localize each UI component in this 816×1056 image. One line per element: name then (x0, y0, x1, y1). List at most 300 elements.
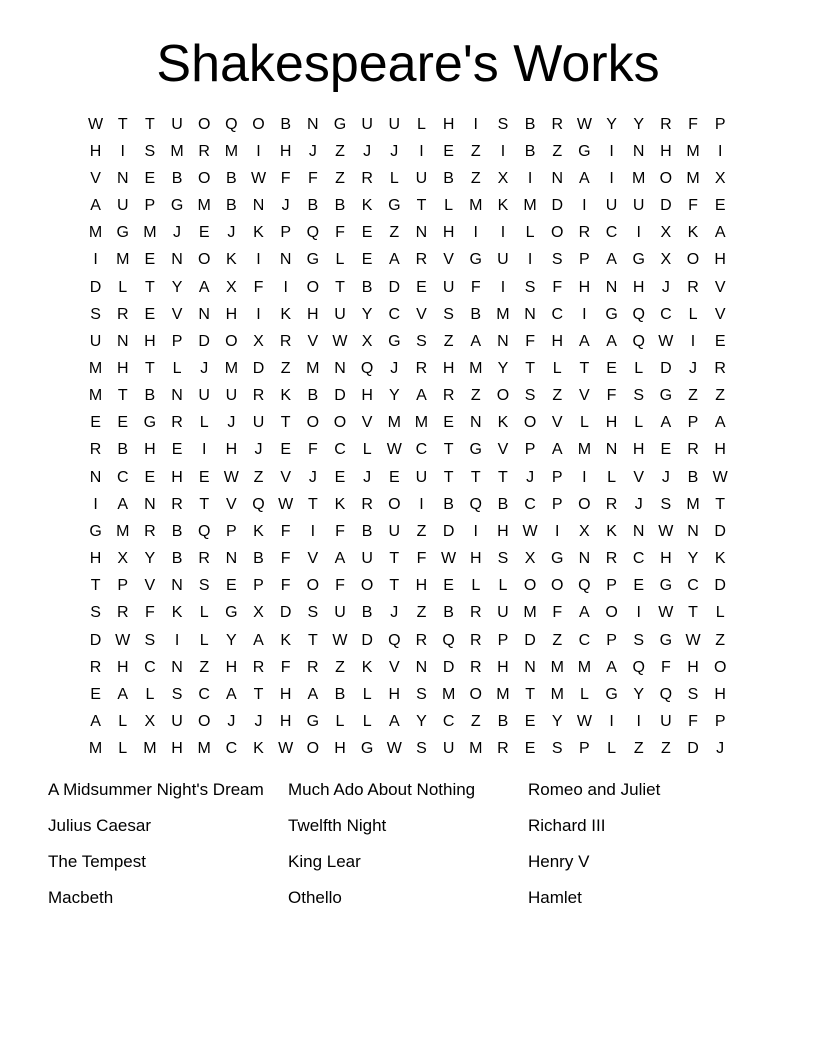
grid-letter: Z (715, 387, 726, 405)
grid-letter: R (252, 658, 265, 676)
grid-letter: U (442, 740, 455, 758)
grid-letter: U (388, 522, 401, 540)
grid-letter: U (361, 550, 373, 568)
grid-letter: G (89, 522, 102, 540)
grid-letter: C (144, 658, 156, 676)
grid-row (82, 600, 734, 627)
grid-letter: R (497, 740, 509, 758)
grid-letter: A (714, 414, 726, 432)
grid-letter: Z (633, 740, 644, 758)
grid-letter: F (470, 278, 481, 296)
grid-letter: W (712, 468, 728, 486)
grid-letter: V (388, 658, 400, 676)
grid-letter: W (278, 740, 294, 758)
grid-letter: I (419, 495, 424, 513)
grid-letter: G (143, 414, 157, 432)
grid-letter: E (144, 251, 156, 269)
grid-row (82, 573, 734, 600)
grid-letter: I (609, 142, 614, 160)
grid-letter: R (89, 441, 102, 459)
grid-letter: T (443, 468, 454, 486)
grid-letter: O (333, 414, 347, 432)
grid-letter: J (526, 468, 535, 486)
grid-row (82, 355, 734, 382)
grid-letter: K (334, 495, 346, 513)
grid-letter: U (171, 115, 183, 133)
grid-letter: N (551, 169, 564, 187)
grid-letter: D (524, 631, 536, 649)
grid-letter: N (89, 468, 102, 486)
grid-letter: R (660, 115, 672, 133)
grid-row (82, 546, 734, 573)
grid-letter: R (469, 658, 482, 676)
grid-letter: I (93, 495, 98, 513)
grid-letter: N (415, 658, 428, 676)
grid-letter: U (632, 197, 645, 215)
grid-letter: N (632, 522, 645, 540)
grid-row (82, 708, 734, 735)
grid-letter: P (687, 414, 699, 432)
grid-letter: J (390, 604, 399, 622)
grid-letter: H (714, 251, 726, 269)
grid-letter: M (523, 197, 537, 215)
grid-letter: X (579, 522, 590, 540)
grid-letter: G (170, 197, 184, 215)
grid-letter: M (143, 224, 157, 242)
grid-letter: B (117, 441, 129, 459)
grid-letter: B (361, 604, 373, 622)
word-list-item: King Lear (288, 852, 361, 871)
grid-letter: K (606, 522, 617, 540)
grid-letter: L (362, 441, 372, 459)
grid-letter: Z (470, 713, 481, 731)
grid-letter: U (334, 305, 346, 323)
grid-letter: I (256, 142, 261, 160)
grid-letter: P (280, 224, 291, 242)
grid-letter: Y (388, 387, 400, 405)
grid-letter: G (605, 685, 618, 703)
grid-letter: L (579, 414, 589, 432)
word-list-item: Romeo and Juliet (528, 780, 661, 799)
grid-letter: L (688, 305, 698, 323)
grid-letter: L (118, 713, 128, 731)
grid-letter: F (552, 278, 563, 296)
grid-letter: U (497, 251, 509, 269)
grid-letter: H (605, 414, 618, 432)
grid-letter: C (198, 685, 210, 703)
grid-letter: A (579, 604, 590, 622)
grid-letter: G (306, 713, 320, 731)
grid-letter: B (307, 387, 319, 405)
grid-letter: B (280, 115, 291, 133)
grid-letter: H (714, 441, 726, 459)
grid-letter: B (334, 685, 346, 703)
grid-letter: P (606, 631, 617, 649)
grid-letter: L (172, 359, 182, 377)
grid-letter: O (388, 495, 401, 513)
grid-letter: L (145, 685, 155, 703)
grid-letter: Y (633, 685, 645, 703)
grid-letter: S (144, 631, 156, 649)
grid-letter: M (550, 685, 564, 703)
grid-letter: H (578, 278, 591, 296)
grid-letter: F (606, 387, 617, 405)
grid-letter: H (225, 658, 238, 676)
grid-letter: M (116, 251, 130, 269)
grid-letter: J (363, 142, 372, 160)
grid-letter: E (361, 224, 373, 242)
grid-letter: G (469, 251, 482, 269)
grid-letter: S (90, 305, 101, 323)
grid-letter: U (334, 604, 346, 622)
grid-letter: M (387, 414, 401, 432)
grid-letter: L (579, 685, 589, 703)
grid-letter: C (442, 713, 455, 731)
grid-letter: A (388, 251, 400, 269)
grid-letter: Q (306, 224, 320, 242)
grid-letter: E (633, 577, 645, 595)
grid-letter: R (198, 142, 210, 160)
grid-letter: L (607, 468, 616, 486)
grid-letter: Z (470, 169, 481, 187)
grid-letter: L (362, 685, 372, 703)
grid-letter: W (441, 550, 457, 568)
grid-letter: O (551, 224, 564, 242)
grid-letter: F (307, 441, 318, 459)
grid-letter: R (116, 604, 129, 622)
grid-letter: I (473, 224, 478, 242)
grid-letter: H (171, 740, 183, 758)
grid-letter: Z (335, 169, 345, 187)
grid-letter: M (88, 359, 103, 377)
grid-letter: Z (715, 631, 726, 649)
grid-letter: T (389, 577, 400, 595)
grid-row (82, 220, 734, 247)
grid-letter: T (715, 495, 726, 513)
grid-letter: A (714, 224, 726, 242)
grid-letter: C (225, 740, 238, 758)
grid-letter: R (578, 224, 591, 242)
grid-letter: J (689, 359, 698, 377)
grid-letter: E (660, 441, 672, 459)
grid-letter: P (551, 468, 563, 486)
grid-letter: L (199, 414, 209, 432)
grid-letter: I (582, 197, 587, 215)
grid-letter: S (416, 685, 427, 703)
grid-row (82, 328, 734, 355)
grid-letter: I (690, 332, 696, 350)
grid-row (82, 111, 734, 138)
grid-letter: E (443, 577, 454, 595)
grid-letter: H (497, 522, 509, 540)
grid-letter: V (307, 550, 319, 568)
grid-letter: H (144, 332, 156, 350)
word-list-item: Much Ado About Nothing (288, 780, 476, 799)
grid-letter: G (388, 332, 401, 350)
grid-letter: B (226, 197, 237, 215)
grid-letter: F (525, 332, 535, 350)
grid-letter: N (225, 550, 238, 568)
grid-letter: W (522, 522, 538, 540)
grid-letter: Z (416, 604, 427, 622)
grid-letter: F (416, 550, 427, 568)
grid-letter: M (469, 359, 483, 377)
grid-letter: Y (606, 115, 617, 133)
grid-letter: S (660, 495, 672, 513)
grid-letter: O (306, 577, 320, 595)
grid-letter: B (171, 169, 183, 187)
grid-letter: X (226, 278, 237, 296)
grid-letter: D (198, 332, 210, 350)
grid-letter: Q (632, 332, 645, 350)
grid-letter: N (171, 387, 183, 405)
grid-letter: U (225, 387, 238, 405)
grid-letter: P (551, 495, 563, 513)
grid-letter: J (173, 224, 182, 242)
grid-letter: B (524, 115, 536, 133)
grid-letter: B (497, 495, 509, 513)
grid-letter: N (116, 169, 129, 187)
grid-row (82, 518, 734, 545)
grid-letter: W (576, 713, 592, 731)
grid-letter: K (280, 387, 291, 405)
grid-letter: R (198, 550, 210, 568)
grid-letter: M (577, 658, 592, 676)
grid-letter: B (226, 169, 237, 187)
grid-letter: L (634, 359, 644, 377)
grid-letter: Q (632, 305, 645, 323)
grid-letter: Z (443, 332, 454, 350)
grid-letter: V (307, 332, 319, 350)
grid-letter: O (605, 604, 618, 622)
grid-letter: A (606, 658, 617, 676)
grid-letter: P (497, 631, 509, 649)
grid-letter: T (579, 359, 590, 377)
grid-row (82, 627, 734, 654)
grid-letter: K (361, 197, 373, 215)
grid-letter: Z (253, 468, 264, 486)
grid-letter: K (226, 251, 237, 269)
grid-letter: P (144, 197, 156, 215)
grid-letter: G (225, 604, 238, 622)
grid-letter: M (469, 197, 483, 215)
grid-row (82, 165, 734, 192)
grid-letter: B (443, 604, 454, 622)
grid-letter: U (116, 197, 129, 215)
grid-letter: Z (335, 658, 345, 676)
grid-letter: A (307, 685, 319, 703)
grid-letter: I (500, 278, 506, 296)
grid-letter: V (714, 305, 726, 323)
grid-letter: F (280, 169, 291, 187)
grid-letter: A (90, 197, 101, 215)
grid-letter: W (658, 332, 674, 350)
grid-letter: H (279, 142, 292, 160)
grid-letter: K (253, 224, 264, 242)
grid-letter: N (171, 577, 183, 595)
grid-letter: O (523, 577, 537, 595)
grid-letter: R (171, 495, 183, 513)
grid-letter: M (116, 522, 130, 540)
grid-letter: O (469, 685, 482, 703)
word-list-item: Macbeth (48, 888, 114, 907)
grid-letter: G (360, 740, 374, 758)
grid-letter: I (582, 305, 587, 323)
grid-letter: M (88, 224, 103, 242)
grid-letter: G (551, 550, 564, 568)
grid-letter: R (605, 550, 618, 568)
grid-letter: P (714, 115, 726, 133)
grid-letter: A (579, 169, 590, 187)
grid-row (82, 736, 734, 763)
grid-letter: W (278, 495, 294, 513)
grid-letter: T (117, 115, 128, 133)
grid-letter: J (308, 468, 317, 486)
grid-letter: Z (199, 658, 210, 676)
grid-row (82, 464, 734, 491)
grid-row (82, 274, 734, 301)
grid-letter: P (226, 522, 237, 540)
grid-letter: F (552, 604, 563, 622)
grid-letter: F (335, 577, 345, 595)
grid-letter: T (498, 468, 508, 486)
grid-letter: D (279, 604, 292, 622)
grid-letter: A (606, 251, 617, 269)
grid-letter: R (469, 631, 482, 649)
grid-letter: N (578, 550, 591, 568)
grid-letter: A (253, 631, 264, 649)
grid-letter: Z (470, 387, 481, 405)
grid-letter: O (686, 251, 700, 269)
grid-letter: E (416, 278, 427, 296)
grid-letter: T (280, 414, 291, 432)
grid-letter: S (416, 740, 427, 758)
grid-letter: V (226, 495, 237, 513)
grid-letter: Q (197, 522, 211, 540)
grid-letter: Q (659, 685, 673, 703)
grid-letter: L (389, 169, 399, 187)
grid-letter: R (252, 387, 265, 405)
grid-letter: W (223, 468, 239, 486)
grid-letter: H (334, 740, 346, 758)
grid-letter: O (659, 169, 673, 187)
grid-letter: A (416, 387, 427, 405)
grid-letter: T (416, 197, 427, 215)
grid-letter: H (714, 685, 726, 703)
grid-letter: J (200, 359, 209, 377)
grid-letter: D (334, 387, 346, 405)
grid-letter: M (550, 658, 564, 676)
grid-letter: S (416, 332, 427, 350)
grid-letter: S (633, 387, 645, 405)
grid-letter: X (524, 550, 536, 568)
grid-letter: M (523, 604, 537, 622)
grid-letter: R (361, 495, 373, 513)
grid-letter: T (335, 278, 345, 296)
grid-letter: M (414, 414, 429, 432)
grid-letter: I (473, 522, 478, 540)
grid-letter: R (687, 441, 699, 459)
grid-letter: T (307, 495, 318, 513)
grid-letter: U (605, 197, 618, 215)
grid-letter: H (660, 550, 672, 568)
grid-letter: H (551, 332, 564, 350)
grid-letter: L (199, 631, 209, 649)
grid-letter: A (117, 495, 129, 513)
grid-letter: D (714, 577, 726, 595)
grid-letter: K (497, 197, 509, 215)
grid-letter: I (636, 224, 641, 242)
grid-letter: I (636, 604, 641, 622)
grid-letter: O (523, 414, 537, 432)
grid-letter: C (388, 305, 401, 323)
grid-letter: H (442, 224, 455, 242)
grid-letter: H (687, 658, 699, 676)
grid-letter: I (473, 115, 478, 133)
grid-letter: H (225, 305, 238, 323)
grid-letter: F (280, 577, 291, 595)
grid-letter: L (118, 278, 128, 296)
grid-letter: V (714, 278, 726, 296)
grid-letter: Y (416, 713, 427, 731)
grid-letter: H (89, 142, 102, 160)
grid-letter: J (390, 142, 399, 160)
grid-letter: D (89, 631, 102, 649)
grid-letter: C (687, 577, 699, 595)
grid-letter: O (360, 577, 374, 595)
grid-letter: I (256, 251, 261, 269)
grid-letter: M (143, 740, 157, 758)
grid-letter: Z (688, 387, 698, 405)
grid-letter: N (469, 414, 482, 432)
grid-letter: P (171, 332, 183, 350)
grid-letter: T (470, 468, 481, 486)
grid-letter: I (527, 251, 533, 269)
grid-letter: Z (280, 359, 291, 377)
grid-letter: F (280, 658, 291, 676)
grid-letter: Y (361, 305, 373, 323)
grid-letter: I (283, 278, 288, 296)
grid-row (82, 491, 734, 518)
grid-letter: L (634, 414, 644, 432)
grid-letter: V (633, 468, 645, 486)
grid-letter: R (442, 387, 455, 405)
grid-letter: K (171, 604, 183, 622)
grid-letter: H (415, 577, 428, 595)
grid-row (82, 654, 734, 681)
grid-letter: L (552, 359, 562, 377)
grid-letter: Z (389, 224, 400, 242)
grid-letter: D (388, 278, 401, 296)
grid-letter: L (607, 740, 616, 758)
grid-letter: M (88, 740, 103, 758)
grid-letter: I (527, 169, 533, 187)
grid-letter: Q (442, 631, 455, 649)
grid-letter: G (659, 387, 673, 405)
grid-letter: A (117, 685, 129, 703)
grid-letter: C (334, 441, 346, 459)
grid-letter: W (658, 522, 674, 540)
grid-letter: S (687, 685, 699, 703)
grid-letter: E (443, 142, 454, 160)
grid-letter: T (389, 550, 400, 568)
grid-letter: N (144, 495, 156, 513)
grid-letter: R (415, 359, 428, 377)
grid-letter: Z (660, 740, 671, 758)
grid-letter: D (660, 197, 672, 215)
grid-letter: H (279, 713, 292, 731)
grid-letter: F (145, 604, 155, 622)
